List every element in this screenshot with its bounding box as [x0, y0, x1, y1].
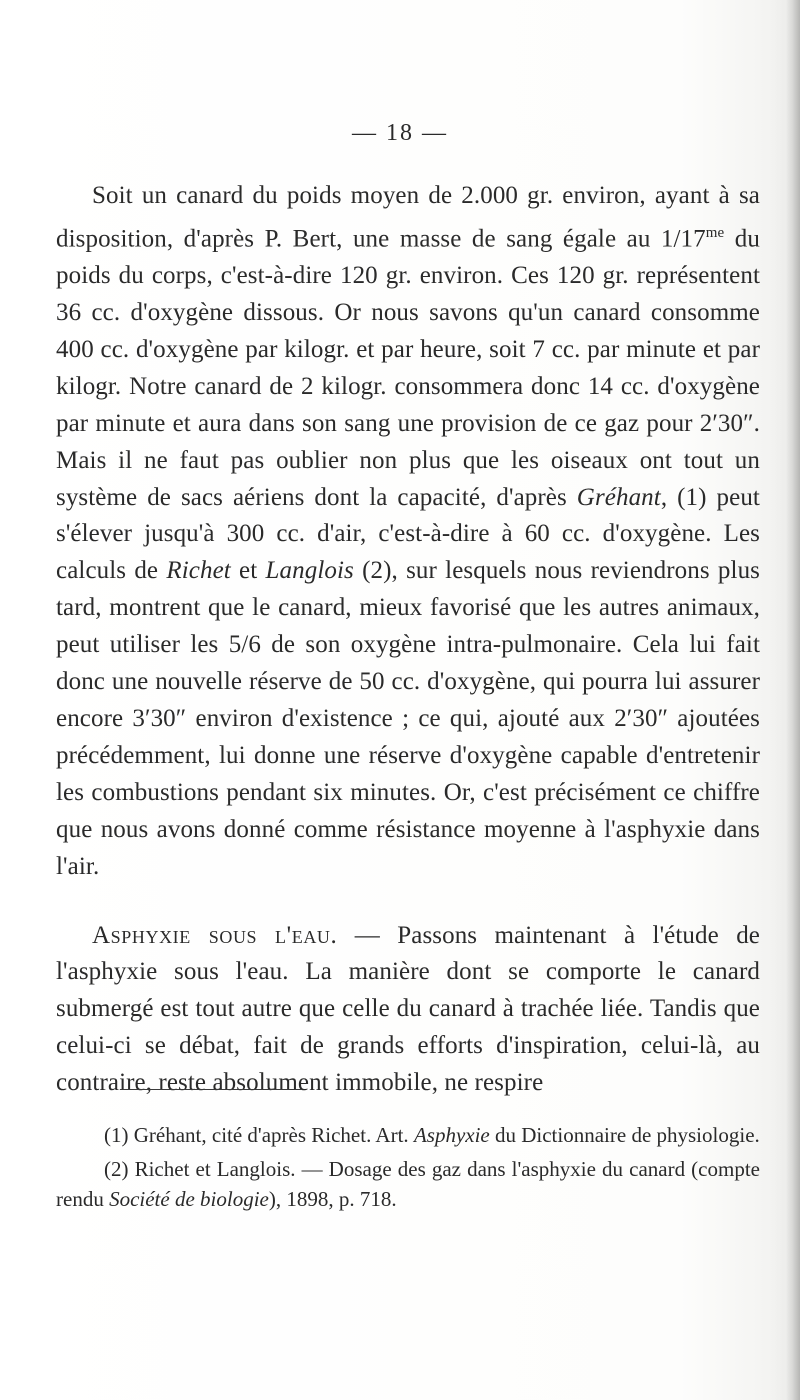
paragraph-duck-oxygen-reserve	[56, 178, 760, 886]
author-langlois: Langlois	[265, 557, 354, 585]
footnote-divider	[120, 1089, 302, 1090]
footnotes	[56, 1120, 760, 1214]
author-richet: Richet	[166, 557, 231, 585]
section-heading-asphyxie-sous-leau: Asphyxie sous l'eau.	[92, 921, 338, 949]
text-run: — Passons maintenant à l'étude de l'asphyxie sous l'eau. La manière dont se comporte le canard submergé est tout autre que celle du canard à trachée liée. Tandis que celui-ci se débat, fait de grands efforts d'inspiration, celui-là, au contraire, reste absolument immobile, ne respire	[56, 921, 760, 1097]
text-run: (1) Gréhant, cité d'après Richet. Art.	[104, 1123, 414, 1147]
main-text	[56, 178, 760, 1102]
page-edge-shadow	[786, 0, 800, 1400]
paragraph-asphyxia-under-water	[56, 918, 760, 1103]
text-run: (2), sur lesquels nous reviendrons plus tard, montrent que le canard, mieux favorisé que les autres animaux, peut utiliser les 5/6 de son oxygène intra-pulmonaire. Cela lui fait donc une nouvelle réserve de 50 cc. d'oxygène, qui pourra lui assurer encore 3′30″ environ d'existence ; ce qui, ajouté aux 2′30″ ajoutées précédemment, lui donne une réserve d'oxygène capable d'entretenir les combustions pendant six minutes. Or, c'est précisément ce chiffre que nous avons donné comme résistance moyenne à l'asphyxie dans l'air.	[56, 557, 760, 880]
page-number: — 18 —	[352, 120, 448, 146]
footnote-2	[56, 1154, 760, 1214]
text-run: (2) Richet et Langlois. — Dosage des gaz dans l'asphyxie du canard (compte rendu	[56, 1157, 760, 1211]
text-run: ), 1898, p. 718.	[268, 1187, 397, 1211]
italic-title: Société de biologie	[109, 1187, 269, 1211]
author-grehant: Gréhant	[576, 483, 661, 511]
italic-title: Asphyxie	[413, 1123, 490, 1147]
text-run: , (1) peut s'élever jusqu'à 300 cc. d'air, c'est-à-dire à 60 cc. d'oxygène. Les calculs de	[56, 483, 760, 585]
text-run: et	[230, 557, 266, 585]
text-run: du poids du corps, c'est-à-dire 120 gr. environ. Ces 120 gr. représentent 36 cc. d'oxygène dissous. Or nous savons qu'un canard consomme 400 cc. d'oxygène par kilogr. et par heure, soit 7 cc. par minute et par kilogr. Notre canard de 2 kilogr. consommera donc 14 cc. d'oxygène par minute et aura dans son sang une provision de ce gaz pour 2′30″. Mais il ne faut pas oublier non plus que les oiseaux ont tout un système de sacs aériens dont la capacité, d'après	[56, 225, 760, 511]
text-run: Soit un canard du poids moyen de 2.000 gr. environ, ayant à sa disposition, d'après P. Bert, une masse de sang égale au 1/17	[56, 182, 760, 253]
footnote-1	[56, 1120, 760, 1150]
superscript-me: me	[705, 224, 725, 241]
text-run: du Dictionnaire de physiologie.	[489, 1123, 760, 1147]
